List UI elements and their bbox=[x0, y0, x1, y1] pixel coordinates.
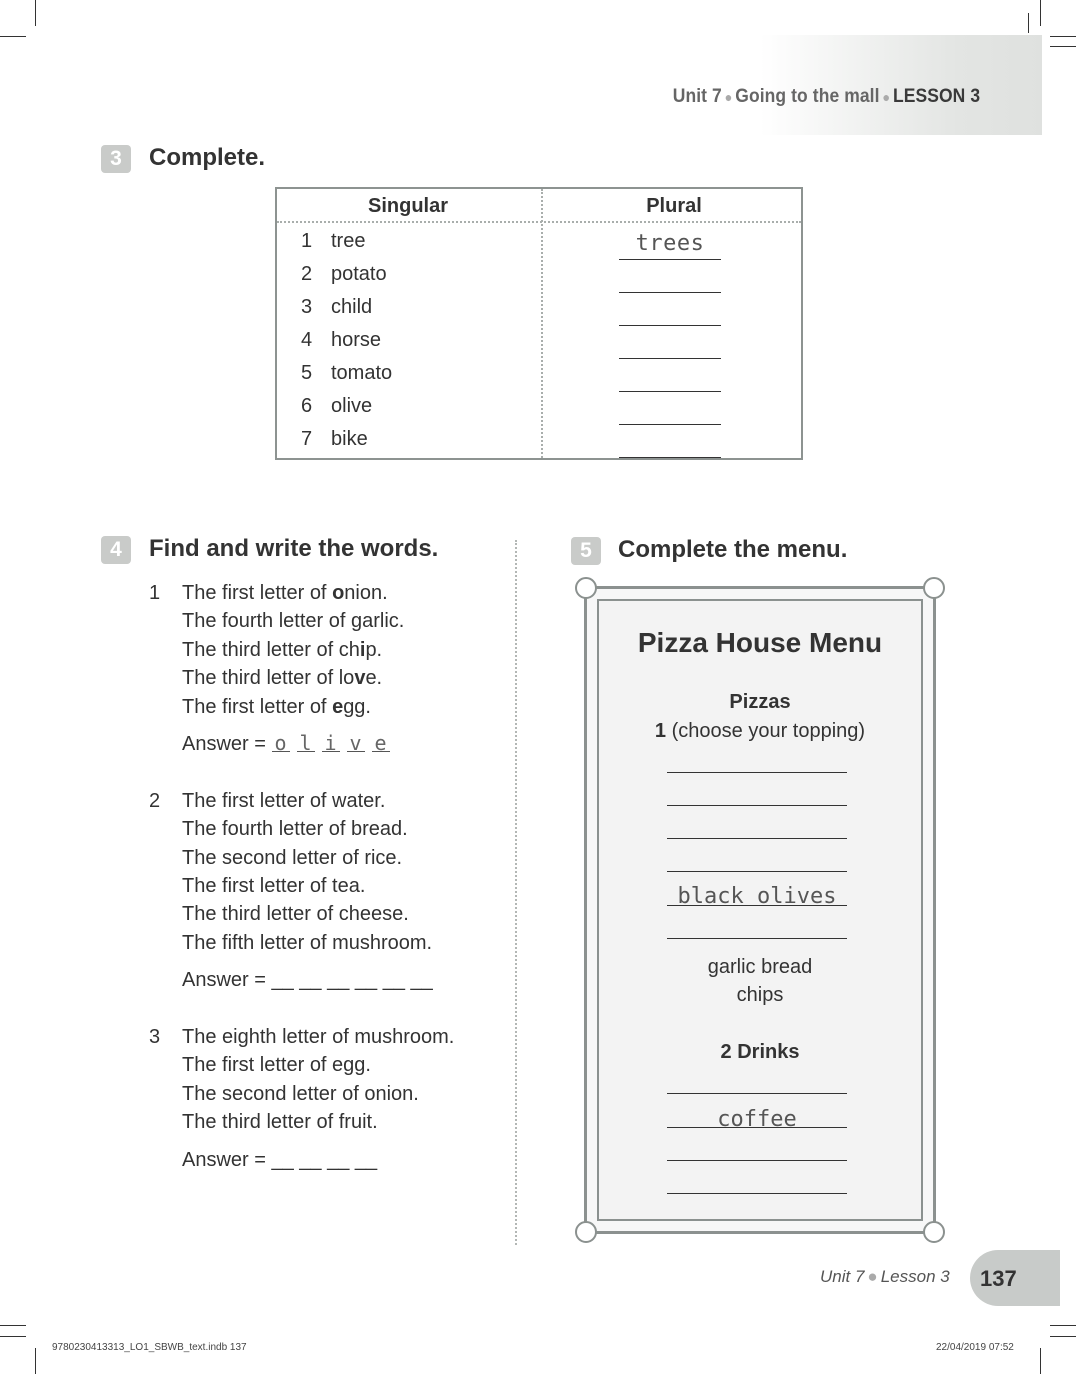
clue-line: The fourth letter of garlic. bbox=[182, 610, 405, 632]
clue-line: The first letter of onion. bbox=[182, 582, 388, 604]
table-row bbox=[277, 230, 801, 263]
crop-mark bbox=[0, 36, 26, 37]
crop-mark bbox=[1040, 0, 1041, 26]
clue-line: The first letter of tea. bbox=[182, 875, 366, 897]
exercise-5-title: Complete the menu. bbox=[618, 536, 848, 563]
topping-blank[interactable] bbox=[667, 838, 847, 839]
clue-line: The first letter of water. bbox=[182, 790, 386, 812]
answer-letter-blank[interactable]: v bbox=[347, 733, 365, 752]
answer-blank[interactable] bbox=[619, 457, 721, 458]
table-row bbox=[277, 362, 801, 395]
crop-mark bbox=[1028, 13, 1029, 33]
singular-plural-table bbox=[275, 187, 803, 460]
menu-section-pizzas: Pizzas bbox=[729, 691, 791, 713]
topping-example: black olives bbox=[677, 884, 837, 909]
slug-file: 9780230413313_LO1_SBWB_text.indb 137 bbox=[52, 1342, 247, 1353]
crop-mark bbox=[1050, 1325, 1076, 1326]
singular-word: tomato bbox=[331, 362, 393, 384]
exercise-3-title: Complete. bbox=[149, 144, 266, 171]
plural-answer: trees bbox=[635, 231, 705, 256]
menu-section-drinks: 2 Drinks bbox=[720, 1041, 800, 1063]
topping-blank[interactable] bbox=[667, 938, 847, 939]
clue-line: The third letter of chip. bbox=[182, 639, 383, 661]
answer-letter-blank[interactable]: e bbox=[372, 733, 390, 752]
row-number: 2 bbox=[301, 263, 313, 285]
clue-line: The first letter of egg. bbox=[182, 696, 371, 718]
answer-blank[interactable] bbox=[619, 424, 721, 425]
row-number: 6 bbox=[301, 395, 313, 417]
column-divider bbox=[515, 540, 517, 1245]
singular-word: horse bbox=[331, 329, 382, 351]
header-unit: Unit 7 bbox=[672, 86, 722, 107]
clue-line: The fifth letter of mushroom. bbox=[182, 932, 433, 954]
drink-blank[interactable] bbox=[667, 1160, 847, 1161]
topping-blank[interactable] bbox=[667, 805, 847, 806]
menu-frame bbox=[584, 586, 936, 1234]
crop-mark bbox=[1050, 36, 1076, 37]
topping-blank[interactable] bbox=[667, 772, 847, 773]
crop-mark bbox=[1050, 1336, 1076, 1337]
answer-line[interactable]: Answer = __ __ __ __ __ __ bbox=[182, 969, 433, 991]
row-number: 7 bbox=[301, 428, 313, 450]
crop-mark bbox=[35, 0, 36, 26]
clue-line: The fourth letter of bread. bbox=[182, 818, 408, 840]
topping-blank[interactable] bbox=[667, 905, 847, 906]
singular-word: tree bbox=[331, 230, 366, 252]
table-row bbox=[277, 428, 801, 461]
question-number: 1 bbox=[149, 582, 161, 604]
table-row bbox=[277, 296, 801, 329]
menu-title: Pizza House Menu bbox=[637, 627, 883, 658]
answer-blank[interactable] bbox=[619, 292, 721, 293]
page-header: Unit 7 ● Going to the mall ● LESSON 3 bbox=[672, 86, 980, 107]
crop-mark bbox=[1050, 46, 1076, 47]
column-header-plural: Plural bbox=[646, 195, 702, 217]
table-row bbox=[277, 263, 801, 296]
clue-line: The eighth letter of mushroom. bbox=[182, 1026, 455, 1048]
menu-section-note: 1 (choose your topping) bbox=[654, 720, 866, 742]
crop-mark bbox=[0, 1336, 26, 1337]
answer-letter-blank[interactable]: l bbox=[297, 733, 315, 752]
answer-blank[interactable] bbox=[619, 259, 721, 260]
question-number: 3 bbox=[149, 1026, 161, 1048]
footer-label: Unit 7 ● Lesson 3 bbox=[820, 1267, 950, 1286]
clue-line: The first letter of egg. bbox=[182, 1054, 371, 1076]
answer-blank[interactable] bbox=[619, 325, 721, 326]
column-header-singular: Singular bbox=[367, 195, 448, 217]
singular-word: potato bbox=[331, 263, 387, 285]
row-number: 1 bbox=[301, 230, 313, 252]
singular-word: child bbox=[331, 296, 373, 318]
exercise-4-badge: 4 bbox=[101, 536, 131, 564]
crop-mark bbox=[35, 1348, 36, 1374]
clue-line: The second letter of onion. bbox=[182, 1083, 419, 1105]
clue-line: The second letter of rice. bbox=[182, 847, 403, 869]
singular-word: olive bbox=[331, 395, 373, 417]
drink-blank[interactable] bbox=[667, 1093, 847, 1094]
answer-letter-blank[interactable]: o bbox=[272, 733, 290, 752]
page-number: 137 bbox=[980, 1266, 1017, 1291]
header-band bbox=[760, 35, 1042, 135]
slug-date: 22/04/2019 07:52 bbox=[936, 1342, 1014, 1353]
clue-line: The third letter of love. bbox=[182, 667, 383, 689]
row-number: 5 bbox=[301, 362, 313, 384]
crop-mark bbox=[1040, 1348, 1041, 1374]
topping-blank[interactable] bbox=[667, 871, 847, 872]
clue-line: The third letter of cheese. bbox=[182, 903, 409, 925]
header-topic: Going to the mall bbox=[735, 86, 880, 107]
menu-side-item: garlic bread bbox=[707, 956, 813, 978]
row-number: 4 bbox=[301, 329, 313, 351]
answer-blank[interactable] bbox=[619, 391, 721, 392]
table-row bbox=[277, 395, 801, 428]
exercise-4-title: Find and write the words. bbox=[149, 535, 439, 562]
singular-word: bike bbox=[331, 428, 368, 450]
drink-blank[interactable] bbox=[667, 1193, 847, 1194]
row-number: 3 bbox=[301, 296, 313, 318]
crop-mark bbox=[0, 1325, 26, 1326]
exercise-3-badge: 3 bbox=[101, 145, 131, 173]
menu-side-item: chips bbox=[736, 984, 784, 1006]
drink-blank[interactable] bbox=[667, 1127, 847, 1128]
answer-letter-blank[interactable]: i bbox=[322, 733, 340, 752]
header-lesson: LESSON 3 bbox=[892, 86, 980, 107]
clue-line: The third letter of fruit. bbox=[182, 1111, 378, 1133]
question-number: 2 bbox=[149, 790, 161, 812]
answer-line: Answer = o l i v e bbox=[182, 733, 397, 756]
answer-blank[interactable] bbox=[619, 358, 721, 359]
drink-example: coffee bbox=[717, 1107, 797, 1132]
table-row bbox=[277, 329, 801, 362]
answer-line[interactable]: Answer = __ __ __ __ bbox=[182, 1149, 378, 1171]
exercise-5-badge: 5 bbox=[571, 537, 601, 565]
